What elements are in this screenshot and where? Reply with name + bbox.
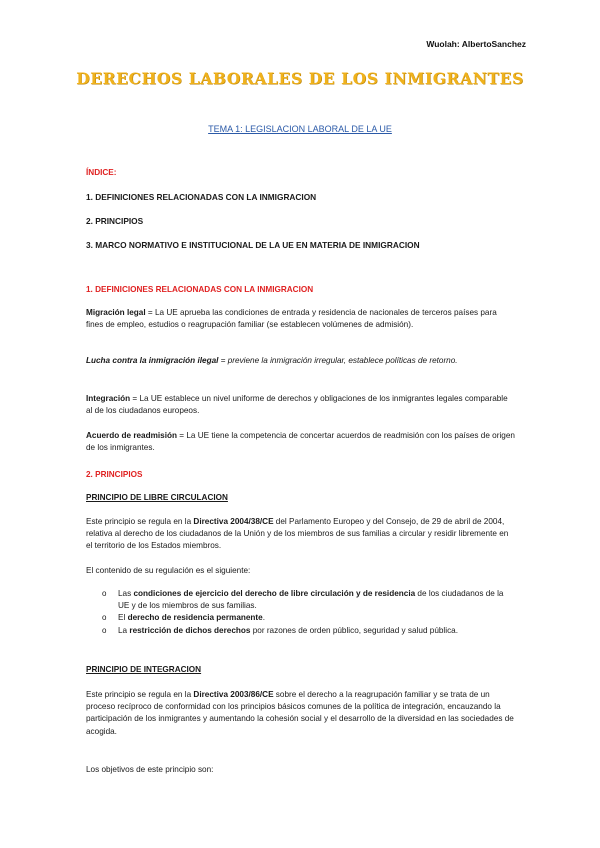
definition-text: = La UE tiene la competencia de concertar acuerdos de readmisión con los países de origen de los inmigrantes. [86, 431, 515, 453]
watermark: Wuolah: AlbertoSanchez [426, 39, 526, 49]
definition-text: = La UE aprueba las condiciones de entrada y residencia de nacionales de terceros países para fines de empleo, estudios o reagrupación familiar (se establecen volúmenes de admisión). [86, 308, 497, 330]
term: Acuerdo de readmisión [86, 431, 177, 440]
list-item: o La restricción de dichos derechos por razones de orden público, seguridad y salud pública. [86, 625, 516, 637]
principle-1-content-intro: El contenido de su regulación es el siguiente: [86, 566, 251, 575]
term: Integración [86, 394, 131, 403]
definition-text: = previene la inmigración irregular, establece políticas de retorno. [218, 356, 458, 365]
page-title: DERECHOS LABORALES DE LOS INMIGRANTES [76, 69, 524, 88]
definition-migracion [86, 307, 516, 331]
principle-1-paragraph: Este principio se regula en la Directiva 2004/38/CE del Parlamento Europeo y del Consejo, de 29 de abril de 2004, relativa al derecho de los ciudadanos de la Unión y de los miembros de sus familias a circular y residir libremente en el territorio de los Estados miembros. [86, 517, 509, 551]
principle-2-objectives-intro: Los objetivos de este principio son: [86, 765, 214, 774]
principle-2-heading: PRINCIPIO DE INTEGRACION [86, 665, 202, 674]
index-item-1: 1. DEFINICIONES RELACIONADAS CON LA INMIGRACION [86, 192, 317, 202]
definition-integracion [86, 393, 516, 417]
principle-2-paragraph: Este principio se regula en la Directiva 2003/86/CE sobre el derecho a la reagrupación familiar y se trata de un proceso recíproco de conformidad con los principios básicos comunes de la política de integración, encauzando la participación de los inmigrantes y aumentando la cohesión social y el desarrollo de la diversidad en las sociedades de acogida. [86, 690, 514, 736]
subtitle: TEMA 1: LEGISLACION LABORAL DE LA UE [208, 124, 392, 134]
principle-1-list [86, 588, 516, 637]
index-item-3: 3. MARCO NORMATIVO E INSTITUCIONAL DE LA UE EN MATERIA DE INMIGRACION [86, 240, 420, 250]
definition-text: = La UE establece un nivel uniforme de derechos y obligaciones de los inmigrantes legales comparable al de los ciudadanos europeos. [86, 394, 508, 416]
index-item-2: 2. PRINCIPIOS [86, 216, 144, 226]
principle-1-heading: PRINCIPIO DE LIBRE CIRCULACION [86, 493, 228, 502]
section-2-heading: 2. PRINCIPIOS [86, 470, 143, 479]
section-1-heading: 1. DEFINICIONES RELACIONADAS CON LA INMIGRACION [86, 285, 314, 294]
index-heading: ÍNDICE: [86, 168, 117, 177]
term: Lucha contra la inmigración ilegal [86, 356, 219, 365]
definition-readmision [86, 430, 516, 454]
list-item: o Las condiciones de ejercicio del derecho de libre circulación y de residencia de los ciudadanos de la UE y de los miembros de sus familias. [86, 588, 516, 612]
term: Migración legal [86, 308, 146, 317]
definition-lucha [86, 355, 516, 367]
list-item: o El derecho de residencia permanente. [86, 612, 516, 624]
